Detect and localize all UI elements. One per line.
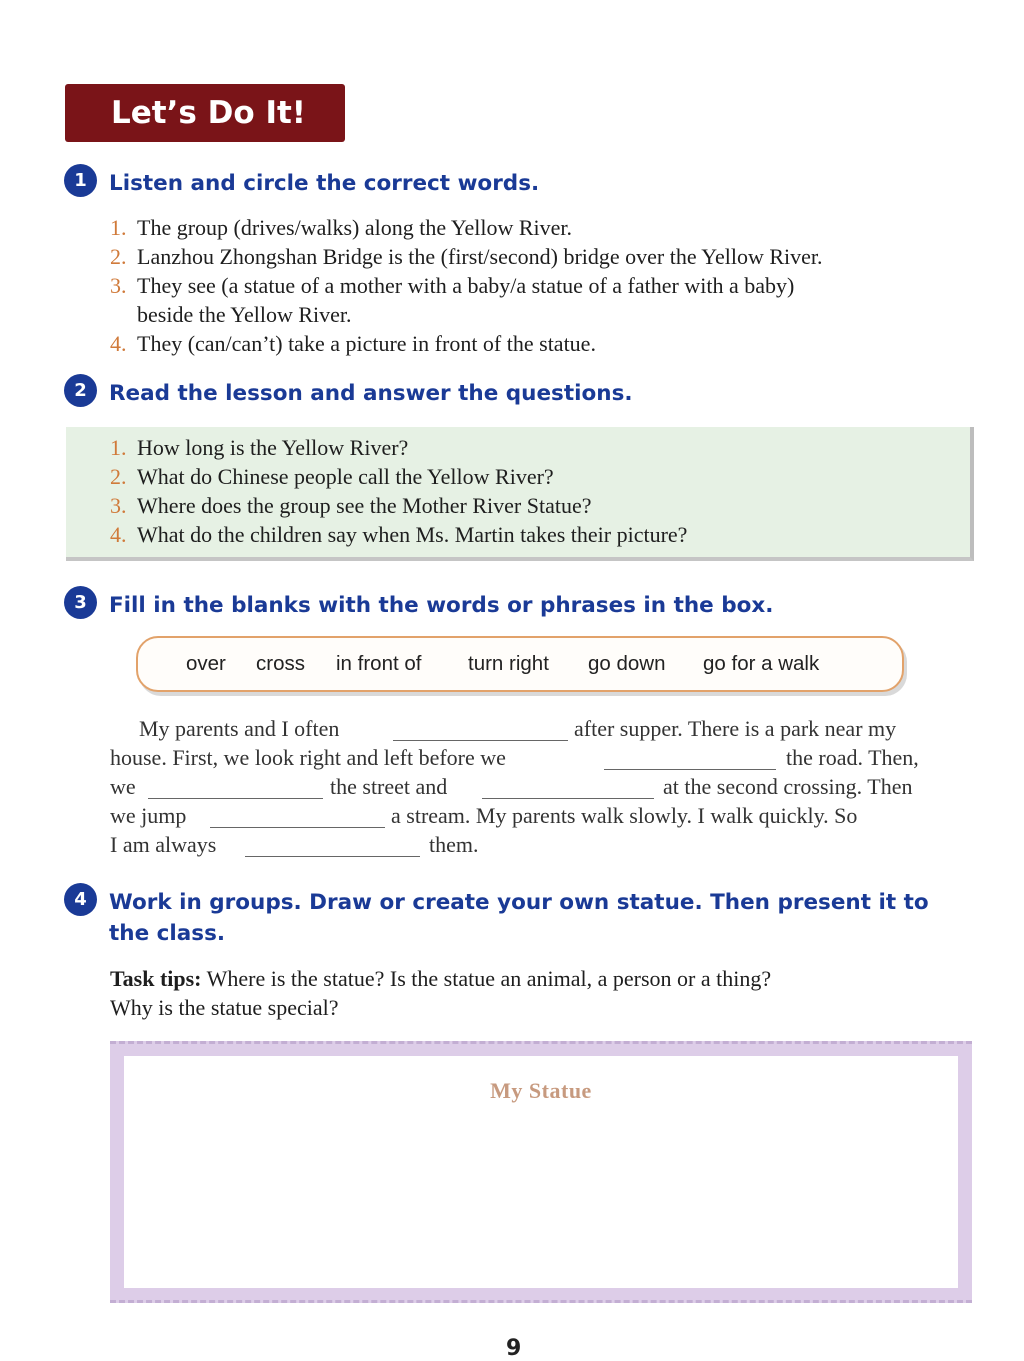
- question-item: 1. How long is the Yellow River?: [110, 435, 409, 460]
- list-item: 3. They see (a statue of a mother with a baby/a statue of a father with a baby): [110, 273, 795, 298]
- answer-blank[interactable]: [210, 827, 385, 828]
- section-2-list: [110, 433, 960, 549]
- section-title: Work in groups. Draw or create your own statue. Then present it to: [109, 890, 929, 915]
- word-box-item: turn right: [468, 652, 549, 675]
- section-2-heading: [64, 378, 633, 409]
- answer-blank[interactable]: [148, 798, 323, 799]
- word-box: [136, 636, 904, 692]
- word-box-item: go down: [588, 652, 666, 675]
- section-title: Read the lesson and answer the questions.: [109, 381, 633, 406]
- section-4-heading: [64, 887, 974, 949]
- section-1-heading: [64, 168, 539, 199]
- section-number-badge: 4: [64, 883, 97, 916]
- section-number-badge: 2: [64, 374, 97, 407]
- task-tips: Task tips: Where is the statue? Is the statue an animal, a person or a thing? Why is the statue special?: [110, 966, 772, 1020]
- question-item: 2. What do Chinese people call the Yellow River?: [110, 464, 554, 489]
- section-title: Listen and circle the correct words.: [109, 171, 540, 196]
- word-box-item: in front of: [336, 652, 422, 675]
- section-1-list: [110, 213, 980, 358]
- answer-blank[interactable]: [393, 740, 568, 741]
- list-item: 1. The group (drives/walks) along the Yellow River.: [110, 215, 573, 240]
- answer-blank[interactable]: [482, 798, 654, 799]
- drawing-area[interactable]: [124, 1056, 958, 1288]
- section-number-badge: 1: [64, 164, 97, 197]
- section-3-heading: [64, 590, 773, 621]
- word-box-item: go for a walk: [703, 652, 820, 675]
- section-title: Fill in the blanks with the words or phrases in the box.: [109, 593, 774, 618]
- answer-blank[interactable]: [245, 856, 420, 857]
- list-item: 4. They (can/can’t) take a picture in front of the statue.: [110, 331, 596, 356]
- section-number-badge: 3: [64, 586, 97, 619]
- my-statue-drawing-box[interactable]: [110, 1041, 972, 1303]
- task-tips-label: Task tips:: [110, 966, 202, 991]
- word-box-item: over: [186, 652, 226, 675]
- answer-blank[interactable]: [604, 769, 776, 770]
- word-box-item: cross: [256, 652, 305, 675]
- question-item: 3. Where does the group see the Mother River Statue?: [110, 493, 592, 518]
- list-item-continuation: beside the Yellow River.: [137, 302, 352, 327]
- lets-do-it-banner: Let’s Do It!: [65, 84, 345, 142]
- list-item: 2. Lanzhou Zhongshan Bridge is the (first/second) bridge over the Yellow River.: [110, 244, 823, 269]
- question-item: 4. What do the children say when Ms. Martin takes their picture?: [110, 522, 688, 547]
- section-title-line2: the class.: [109, 921, 226, 946]
- drawing-box-title: My Statue: [490, 1078, 592, 1103]
- page-number: 9: [506, 1336, 522, 1361]
